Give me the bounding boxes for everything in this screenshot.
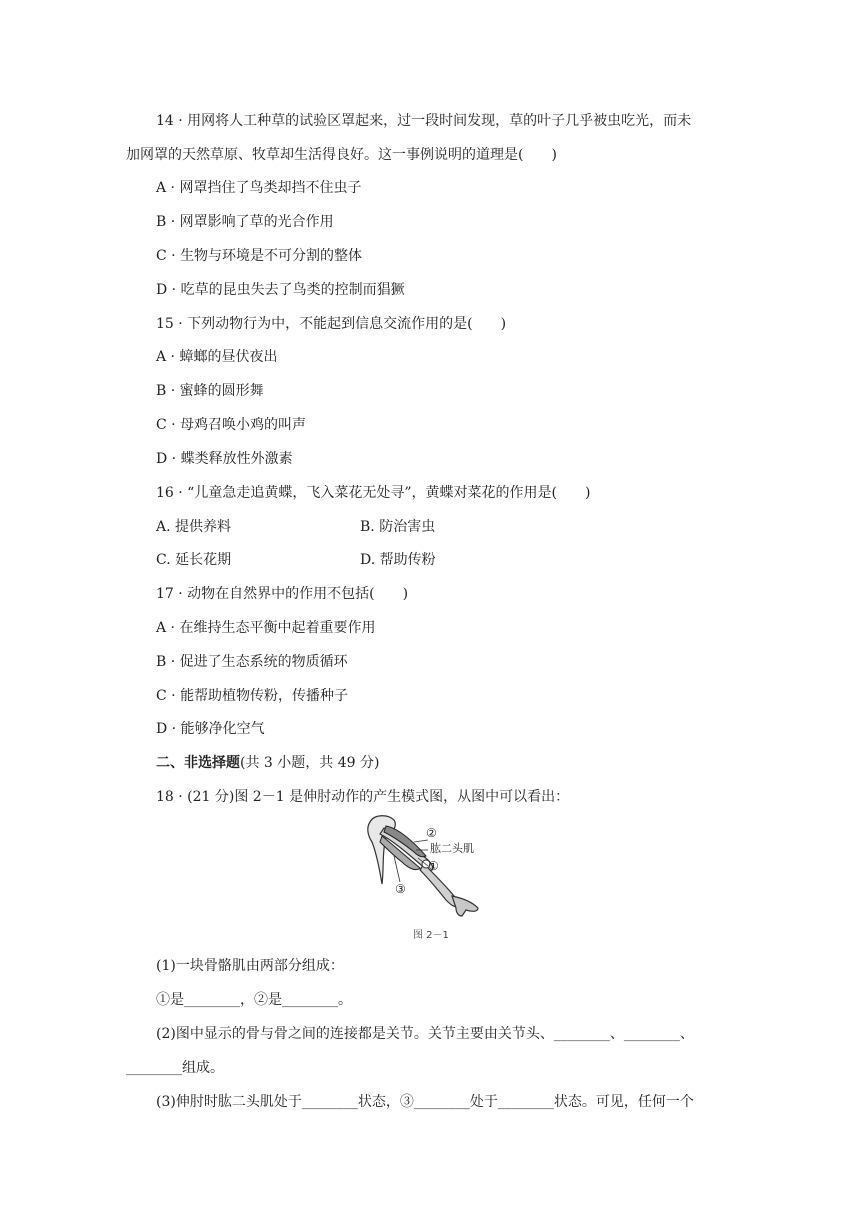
- q14-option-d: D · 吃草的昆虫失去了鸟类的控制而猖獗: [156, 282, 405, 298]
- q16-option-a: A. 提供养料: [156, 519, 232, 535]
- q14-stem-line2: 加网罩的天然草原、牧草却生活得良好。这一事例说明的道理是( ): [126, 147, 557, 163]
- q15-option-b: B · 蜜蜂的圆形舞: [156, 383, 264, 399]
- hand-shape: [452, 896, 478, 916]
- q16-option-b: B. 防治害虫: [360, 519, 436, 535]
- section-note: (共 3 小题，共 49 分): [240, 755, 380, 771]
- section-title: 二、非选择题: [156, 755, 240, 771]
- q15-stem: 15 · 下列动物行为中，不能起到信息交流作用的是( ): [156, 316, 507, 332]
- q15-option-d: D · 蝶类释放性外激素: [156, 451, 293, 467]
- q15-option-a: A · 蟑螂的昼伏夜出: [156, 349, 278, 365]
- figure-caption: 图 2－1: [413, 930, 449, 941]
- q14-option-a: A · 网罩挡住了鸟类却挡不住虫子: [156, 180, 362, 196]
- q17-option-c: C · 能帮助植物传粉，传播种子: [156, 688, 349, 704]
- q18-part2-line1: (2)图中显示的骨与骨之间的连接都是关节。关节主要由关节头、________、________、: [156, 1026, 694, 1042]
- q18-part3-line1: (3)伸肘时肱二头肌处于________状态，③________处于________状态。可见，任何一个: [156, 1094, 694, 1110]
- q16-option-d: D. 帮助传粉: [360, 552, 436, 568]
- q17-option-d: D · 能够净化空气: [156, 721, 265, 737]
- q17-stem: 17 · 动物在自然界中的作用不包括( ): [156, 586, 409, 602]
- q14-stem-line1: 14 · 用网将人工种草的试验区罩起来，过一段时间发现，草的叶子几乎被虫吃光，而未: [156, 113, 692, 129]
- q16-stem: 16 · “儿童急走追黄蝶，飞入菜花无处寻”，黄蝶对菜花的作用是( ): [156, 485, 591, 501]
- q18-stem: 18 · (21 分)图 2－1 是伸肘动作的产生模式图，从图中可以看出：: [156, 789, 570, 805]
- q15-option-c: C · 母鸡召唤小鸡的叫声: [156, 417, 307, 433]
- elbow-figure: [362, 812, 482, 920]
- q14-option-c: C · 生物与环境是不可分割的整体: [156, 248, 363, 264]
- q14-option-b: B · 网罩影响了草的光合作用: [156, 214, 334, 230]
- q18-part1: (1)一块骨骼肌由两部分组成：: [156, 958, 344, 974]
- q18-part1-answer: ①是________，②是________。: [156, 992, 352, 1008]
- q16-option-c: C. 延长花期: [156, 552, 232, 568]
- figure-label-1: ①: [428, 859, 439, 873]
- figure-label-3: ③: [395, 882, 406, 896]
- figure-label-2: ②: [426, 826, 437, 840]
- section-heading: [156, 753, 379, 773]
- arm-muscle-diagram: [362, 812, 482, 920]
- q17-option-a: A · 在维持生态平衡中起着重要作用: [156, 620, 376, 636]
- q17-option-b: B · 促进了生态系统的物质循环: [156, 654, 348, 670]
- leader-line-2: [414, 840, 428, 842]
- q18-part2-line2: ________组成。: [126, 1060, 224, 1076]
- figure-label-muscle: 肱二头肌: [430, 842, 474, 855]
